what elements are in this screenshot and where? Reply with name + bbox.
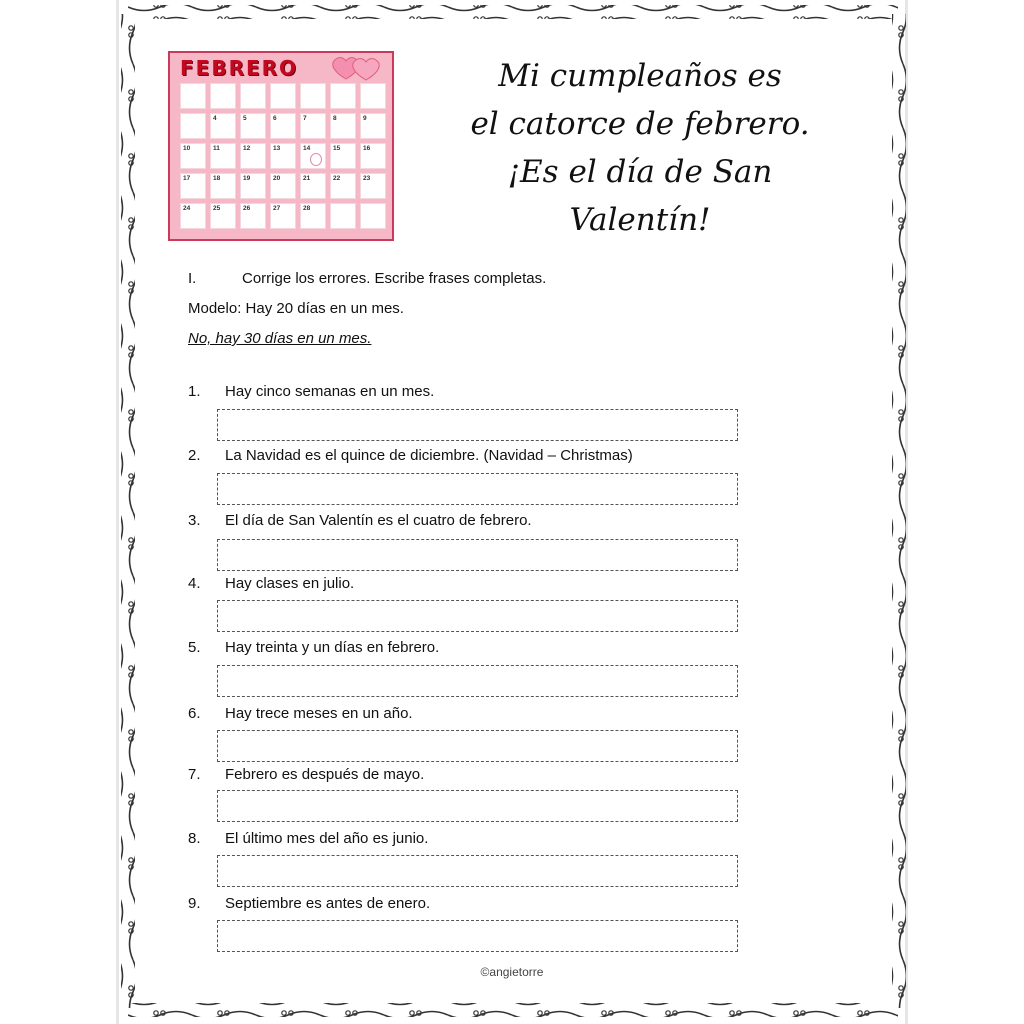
calendar-day-cell <box>240 83 266 109</box>
question-7 <box>188 766 424 783</box>
calendar-day-number: 17 <box>183 175 191 182</box>
model-prompt: Modelo: Hay 20 días en un mes. <box>188 300 404 317</box>
calendar-day-number: 12 <box>243 145 251 152</box>
calendar-day-cell <box>360 203 386 229</box>
calendar-day-cell <box>210 143 236 169</box>
calendar-day-number: 13 <box>273 145 281 152</box>
calendar-day-cell <box>240 203 266 229</box>
calendar-day-number: 7 <box>303 115 307 122</box>
model-answer: No, hay 30 días en un mes. <box>188 330 372 347</box>
calendar-month-title: FEBRERO <box>180 56 299 80</box>
answer-box-2[interactable] <box>217 473 738 505</box>
question-9 <box>188 895 430 912</box>
question-number: 3. <box>188 512 201 529</box>
question-number: 4. <box>188 575 201 592</box>
question-text: Hay clases en julio. <box>225 575 355 592</box>
question-1 <box>188 383 434 400</box>
calendar-day-number: 26 <box>243 205 251 212</box>
question-number: 8. <box>188 830 201 847</box>
calendar-day-cell <box>240 173 266 199</box>
calendar-day-number: 25 <box>213 205 221 212</box>
calendar-day-cell <box>210 113 236 139</box>
candy-hearts-icon <box>328 55 384 81</box>
calendar-day-number: 16 <box>363 145 371 152</box>
calendar-day-number: 5 <box>243 115 247 122</box>
calendar-day-number: 19 <box>243 175 251 182</box>
calendar-day-cell <box>300 143 326 169</box>
calendar-day-cell <box>180 173 206 199</box>
calendar-day-number: 24 <box>183 205 191 212</box>
calendar-day-cell <box>360 113 386 139</box>
calendar-day-cell <box>270 203 296 229</box>
calendar-day-number: 28 <box>303 205 311 212</box>
instructions-text: Corrige los errores. Escribe frases completas. <box>242 270 547 287</box>
calendar-day-number: 20 <box>273 175 281 182</box>
question-number: 9. <box>188 895 201 912</box>
question-text: Hay cinco semanas en un mes. <box>225 383 435 400</box>
copyright-credit: ©angietorre <box>480 965 544 979</box>
answer-box-4[interactable] <box>217 600 738 632</box>
calendar-day-number: 10 <box>183 145 191 152</box>
page-title <box>440 52 840 244</box>
calendar-day-cell <box>270 83 296 109</box>
answer-box-3[interactable] <box>217 539 738 571</box>
question-text: Febrero es después de mayo. <box>225 766 425 783</box>
calendar-day-cell <box>360 143 386 169</box>
calendar-day-cell <box>330 173 356 199</box>
answer-box-6[interactable] <box>217 730 738 762</box>
calendar-day-cell <box>300 83 326 109</box>
question-4 <box>188 575 354 592</box>
question-3 <box>188 512 532 529</box>
calendar-day-cell <box>360 83 386 109</box>
question-text: El día de San Valentín es el cuatro de febrero. <box>225 512 532 529</box>
question-number: 5. <box>188 639 201 656</box>
calendar-day-number: 27 <box>273 205 281 212</box>
calendar-day-cell <box>330 113 356 139</box>
calendar-day-cell <box>210 203 236 229</box>
calendar-grid <box>180 83 386 229</box>
calendar-day-cell <box>210 83 236 109</box>
calendar-day-cell <box>330 203 356 229</box>
calendar-day-cell <box>180 113 206 139</box>
calendar-day-number: 15 <box>333 145 341 152</box>
question-6 <box>188 705 413 722</box>
calendar-day-cell <box>330 143 356 169</box>
question-8 <box>188 830 428 847</box>
calendar-day-number: 21 <box>303 175 311 182</box>
calendar-day-cell <box>270 143 296 169</box>
question-number: 6. <box>188 705 201 722</box>
calendar-day-number: 22 <box>333 175 341 182</box>
calendar-day-cell <box>300 113 326 139</box>
calendar-day-cell <box>240 113 266 139</box>
question-text: La Navidad es el quince de diciembre. (Navidad – Christmas) <box>225 447 633 464</box>
question-text: Septiembre es antes de enero. <box>225 895 431 912</box>
question-text: El último mes del año es junio. <box>225 830 429 847</box>
calendar-day-cell <box>270 113 296 139</box>
calendar-day-cell <box>300 203 326 229</box>
section-number: I. <box>188 270 197 287</box>
question-5 <box>188 639 439 656</box>
section-instructions <box>188 270 546 287</box>
answer-box-5[interactable] <box>217 665 738 697</box>
question-text: Hay treinta y un días en febrero. <box>225 639 440 656</box>
question-number: 2. <box>188 447 201 464</box>
february-calendar <box>168 51 394 241</box>
question-text: Hay trece meses en un año. <box>225 705 413 722</box>
calendar-day-cell <box>180 203 206 229</box>
calendar-day-number: 9 <box>363 115 367 122</box>
calendar-day-number: 23 <box>363 175 371 182</box>
calendar-day-number: 8 <box>333 115 337 122</box>
calendar-day-cell <box>360 173 386 199</box>
calendar-day-cell <box>240 143 266 169</box>
answer-box-8[interactable] <box>217 855 738 887</box>
title-line-3: ¡Es el día de San Valentín! <box>507 154 773 238</box>
question-number: 1. <box>188 383 201 400</box>
calendar-day-cell <box>330 83 356 109</box>
circled-day-icon <box>310 153 322 166</box>
calendar-day-cell <box>270 173 296 199</box>
answer-box-9[interactable] <box>217 920 738 952</box>
title-line-1: Mi cumpleaños es <box>498 58 782 94</box>
answer-box-7[interactable] <box>217 790 738 822</box>
calendar-day-number: 6 <box>273 115 277 122</box>
calendar-day-number: 4 <box>213 115 217 122</box>
calendar-day-cell <box>300 173 326 199</box>
question-number: 7. <box>188 766 201 783</box>
calendar-day-number: 11 <box>213 145 220 152</box>
calendar-day-number: 18 <box>213 175 221 182</box>
question-2 <box>188 447 633 464</box>
calendar-day-cell <box>180 143 206 169</box>
calendar-day-number: 14 <box>303 145 311 152</box>
calendar-day-cell <box>210 173 236 199</box>
title-line-2: el catorce de febrero. <box>470 106 810 142</box>
answer-box-1[interactable] <box>217 409 738 441</box>
calendar-day-cell <box>180 83 206 109</box>
